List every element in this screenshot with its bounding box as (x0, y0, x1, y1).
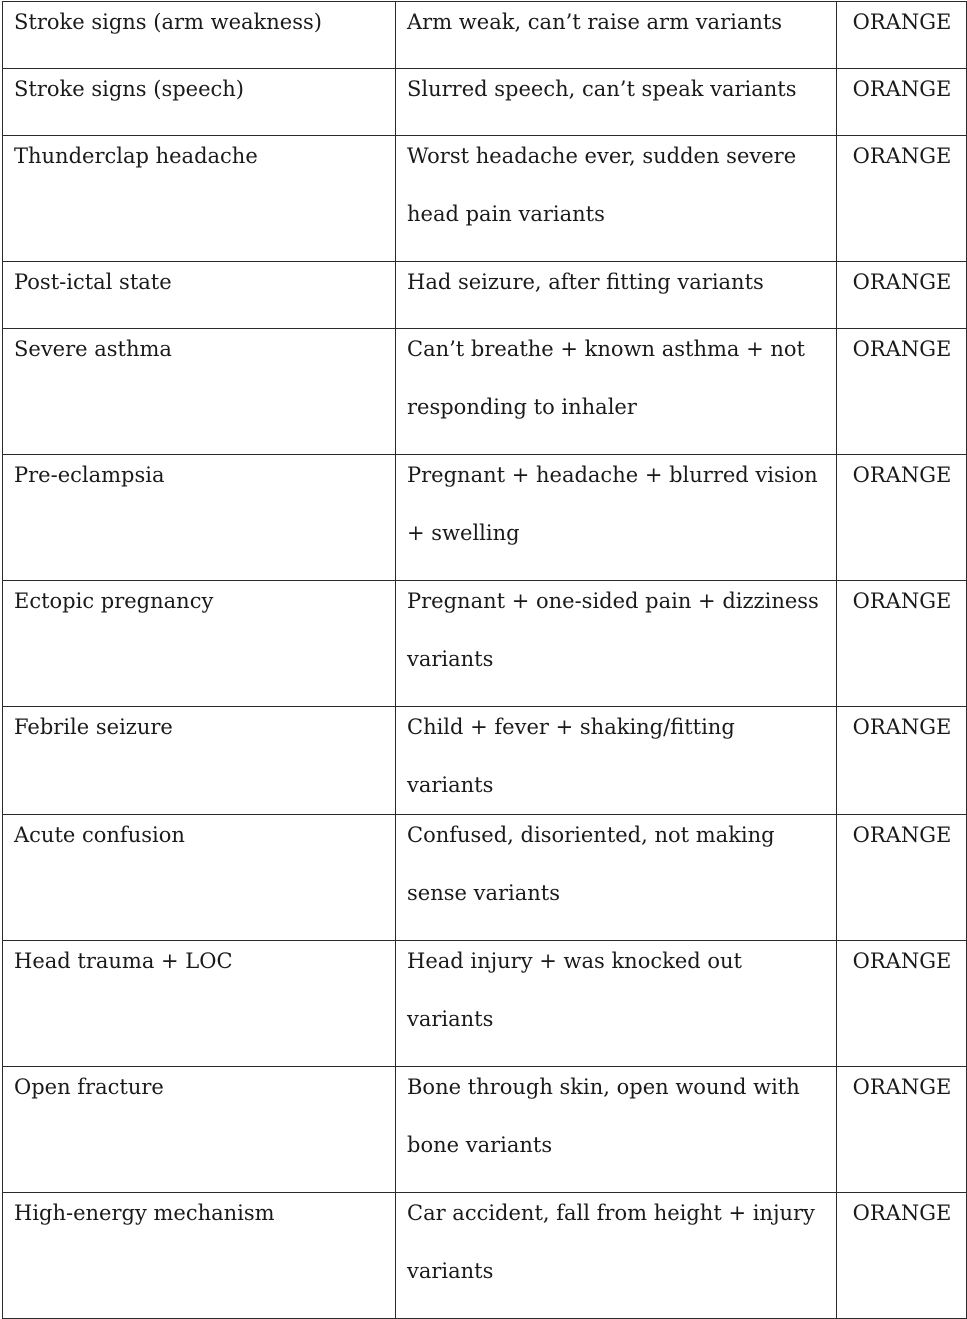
condition-cell (3, 262, 396, 329)
triage-level-cell (837, 707, 967, 815)
table-row (3, 2, 967, 69)
triage-level-cell (837, 581, 967, 707)
phrases-text: Can’t breathe + known asthma + not responding to inhaler (407, 337, 805, 419)
condition-text: Stroke signs (speech) (14, 77, 244, 101)
phrases-text: Confused, disoriented, not making sense variants (407, 823, 775, 905)
table-row (3, 941, 967, 1067)
phrases-cell (396, 329, 837, 455)
table-row (3, 707, 967, 815)
phrases-cell (396, 941, 837, 1067)
table-row (3, 262, 967, 329)
phrases-cell (396, 69, 837, 136)
triage-level-cell (837, 2, 967, 69)
phrases-cell (396, 136, 837, 262)
condition-text: Acute confusion (14, 823, 185, 847)
phrases-text: Pregnant + one-sided pain + dizziness variants (407, 589, 819, 671)
table-row (3, 815, 967, 941)
condition-text: Ectopic pregnancy (14, 589, 214, 613)
table-row (3, 455, 967, 581)
table-body (3, 2, 967, 1319)
triage-level-text: ORANGE (852, 715, 952, 739)
triage-level-cell (837, 262, 967, 329)
condition-cell (3, 2, 396, 69)
triage-level-text: ORANGE (852, 77, 952, 101)
condition-text: Post-ictal state (14, 270, 172, 294)
triage-level-text: ORANGE (852, 949, 952, 973)
phrases-text: Bone through skin, open wound with bone variants (407, 1075, 800, 1157)
triage-level-text: ORANGE (852, 1201, 952, 1225)
condition-cell (3, 581, 396, 707)
triage-level-cell (837, 1193, 967, 1319)
phrases-cell (396, 1067, 837, 1193)
condition-cell (3, 941, 396, 1067)
table-row (3, 136, 967, 262)
table-row (3, 1067, 967, 1193)
triage-level-text: ORANGE (852, 823, 952, 847)
phrases-text: Had seizure, after fitting variants (407, 270, 764, 294)
triage-level-text: ORANGE (852, 463, 952, 487)
phrases-text: Car accident, fall from height + injury variants (407, 1201, 815, 1283)
condition-cell (3, 329, 396, 455)
triage-level-cell (837, 815, 967, 941)
condition-cell (3, 707, 396, 815)
phrases-text: Child + fever + shaking/fitting variants (407, 715, 735, 797)
triage-level-text: ORANGE (852, 589, 952, 613)
triage-level-text: ORANGE (852, 144, 952, 168)
phrases-text: Pregnant + headache + blurred vision + swelling (407, 463, 818, 545)
table-row (3, 69, 967, 136)
table-row (3, 329, 967, 455)
triage-level-cell (837, 1067, 967, 1193)
condition-cell (3, 69, 396, 136)
phrases-text: Arm weak, can’t raise arm variants (407, 10, 783, 34)
phrases-cell (396, 707, 837, 815)
phrases-cell (396, 2, 837, 69)
phrases-cell (396, 262, 837, 329)
table-row (3, 581, 967, 707)
condition-cell (3, 1067, 396, 1193)
triage-level-text: ORANGE (852, 337, 952, 361)
condition-text: High-energy mechanism (14, 1201, 275, 1225)
condition-text: Febrile seizure (14, 715, 173, 739)
condition-cell (3, 1193, 396, 1319)
condition-text: Severe asthma (14, 337, 172, 361)
triage-level-cell (837, 455, 967, 581)
condition-text: Head trauma + LOC (14, 949, 233, 973)
condition-cell (3, 815, 396, 941)
condition-text: Stroke signs (arm weakness) (14, 10, 322, 34)
triage-level-cell (837, 329, 967, 455)
triage-level-text: ORANGE (852, 270, 952, 294)
phrases-text: Worst headache ever, sudden severe head pain variants (407, 144, 797, 226)
condition-text: Pre-eclampsia (14, 463, 165, 487)
phrases-text: Head injury + was knocked out variants (407, 949, 742, 1031)
phrases-cell (396, 455, 837, 581)
phrases-cell (396, 815, 837, 941)
condition-text: Thunderclap headache (14, 144, 258, 168)
triage-level-cell (837, 136, 967, 262)
phrases-cell (396, 1193, 837, 1319)
triage-level-text: ORANGE (852, 1075, 952, 1099)
triage-table (2, 1, 967, 1319)
triage-level-cell (837, 941, 967, 1067)
condition-cell (3, 136, 396, 262)
phrases-text: Slurred speech, can’t speak variants (407, 77, 797, 101)
condition-cell (3, 455, 396, 581)
phrases-cell (396, 581, 837, 707)
condition-text: Open fracture (14, 1075, 164, 1099)
triage-level-text: ORANGE (852, 10, 952, 34)
table-row (3, 1193, 967, 1319)
triage-level-cell (837, 69, 967, 136)
